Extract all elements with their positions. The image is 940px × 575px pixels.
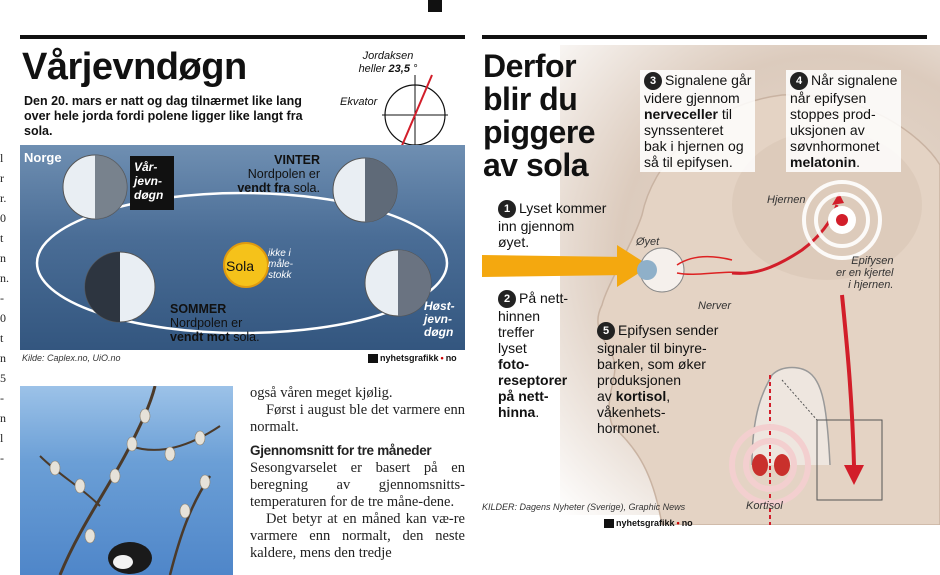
nerve-label: Nerver xyxy=(698,300,732,312)
strip-char: t xyxy=(0,331,4,345)
strip-char: n xyxy=(0,411,6,425)
earth-spring xyxy=(63,155,127,219)
left-top-rule xyxy=(20,35,465,39)
sun-brand: nyhetsgrafikk • no xyxy=(604,518,693,528)
summer-label: SOMMER Nordpolen er vendt mot sola. xyxy=(170,302,260,344)
article-para-3: Sesongvarselet er basert på en beregning av gjennomsnitts-temperaturen for de tre måne-dene. xyxy=(250,460,465,510)
earth-summer xyxy=(85,252,155,322)
brand-logo-icon xyxy=(368,354,378,363)
article-para-4: Det betyr at en måned kan væ-re varmere enn normalt, den neste kaldere, mens den tredje xyxy=(250,511,465,561)
step-4-number: 4 xyxy=(790,72,808,90)
step-2: 2 På nett- hinnen treffer lyset foto- reseptorer på nett- hinna. xyxy=(498,290,569,420)
step-3: 3 Signalene går videre gjennom nerveceller til synssenteret bak i hjernen og så til epifysen. xyxy=(640,70,755,172)
equinox-lead: Den 20. mars er natt og dag tilnærmet like lang over hele jorda fordi polene ligger like langt fra sola. xyxy=(24,94,303,138)
autumn-equinox-label: Høst- jevn- døgn xyxy=(424,299,455,339)
article-para-1: også våren meget kjølig. xyxy=(250,385,393,401)
strip-char: - xyxy=(0,291,4,305)
eye-label: Øyet xyxy=(636,236,660,248)
equinox-title: Vårjevndøgn xyxy=(22,46,247,88)
brand-logo-icon xyxy=(604,519,614,528)
strip-char: l xyxy=(0,431,4,445)
spring-equinox-label: Vår- jevn- døgn xyxy=(130,156,174,210)
strip-char: 5 xyxy=(0,371,6,385)
strip-char: n xyxy=(0,251,6,265)
equinox-credit: Kilde: Caplex.no, UiO.no xyxy=(22,353,121,363)
step-1-number: 1 xyxy=(498,200,516,218)
earth-winter xyxy=(333,158,397,222)
willow-photo xyxy=(20,386,233,575)
norway-label: Norge xyxy=(24,150,62,165)
brain-label: Hjernen xyxy=(767,194,806,206)
strip-char: l xyxy=(0,151,4,165)
axis-label: Jordaksen heller 23,5 ° xyxy=(358,50,418,75)
pineal-label: Epifysen er en kjertel i hjernen. xyxy=(836,255,894,291)
axis-tilt-diagram xyxy=(380,70,450,155)
strip-char: - xyxy=(0,451,4,465)
step-2-number: 2 xyxy=(498,290,516,308)
sun-credit: KILDER: Dagens Nyheter (Sverige), Graphic News xyxy=(482,502,686,512)
equator-label: Ekvator xyxy=(340,96,378,108)
step-3-number: 3 xyxy=(644,72,662,90)
strip-char: 0 xyxy=(0,211,6,225)
sun-label: Sola xyxy=(226,258,255,274)
step-4: 4 Når signalene når epifysen stoppes prod- uksjonen av søvnhormonet melatonin. xyxy=(786,70,901,172)
step-1: 1 Lyset kommer inn gjennom øyet. xyxy=(498,200,607,250)
strip-char: 0 xyxy=(0,311,6,325)
sun-title: Derfor blir du piggere av sola xyxy=(483,48,596,183)
headline-glyph-fragment xyxy=(428,0,442,12)
strip-char: r. xyxy=(0,191,7,205)
article-subheading: Gjennomsnitt for tre måneder xyxy=(250,443,432,458)
strip-char: n. xyxy=(0,271,9,285)
strip-char: - xyxy=(0,391,4,405)
earth-autumn xyxy=(365,250,431,316)
strip-char: t xyxy=(0,231,4,245)
scale-note: ikke i måle- stokk xyxy=(268,248,294,281)
willow-branches-image xyxy=(20,386,233,575)
strip-char: r xyxy=(0,171,4,185)
cortisol-label: Kortisol xyxy=(746,500,783,512)
step-5: 5 Epifysen sender signaler til binyre- barken, som øker produksjonen av kortisol, våkenhets- hormonet. xyxy=(597,322,719,436)
article-text xyxy=(250,385,465,562)
strip-char: n xyxy=(0,351,6,365)
step-5-number: 5 xyxy=(597,322,615,340)
right-top-rule xyxy=(482,35,927,39)
article-para-2: Først i august ble det varmere enn normalt. xyxy=(250,402,465,435)
winter-label: VINTER Nordpolen er vendt fra sola. xyxy=(237,153,320,195)
equinox-brand: nyhetsgrafikk • no xyxy=(368,353,457,363)
neighbor-column-text xyxy=(0,150,16,470)
